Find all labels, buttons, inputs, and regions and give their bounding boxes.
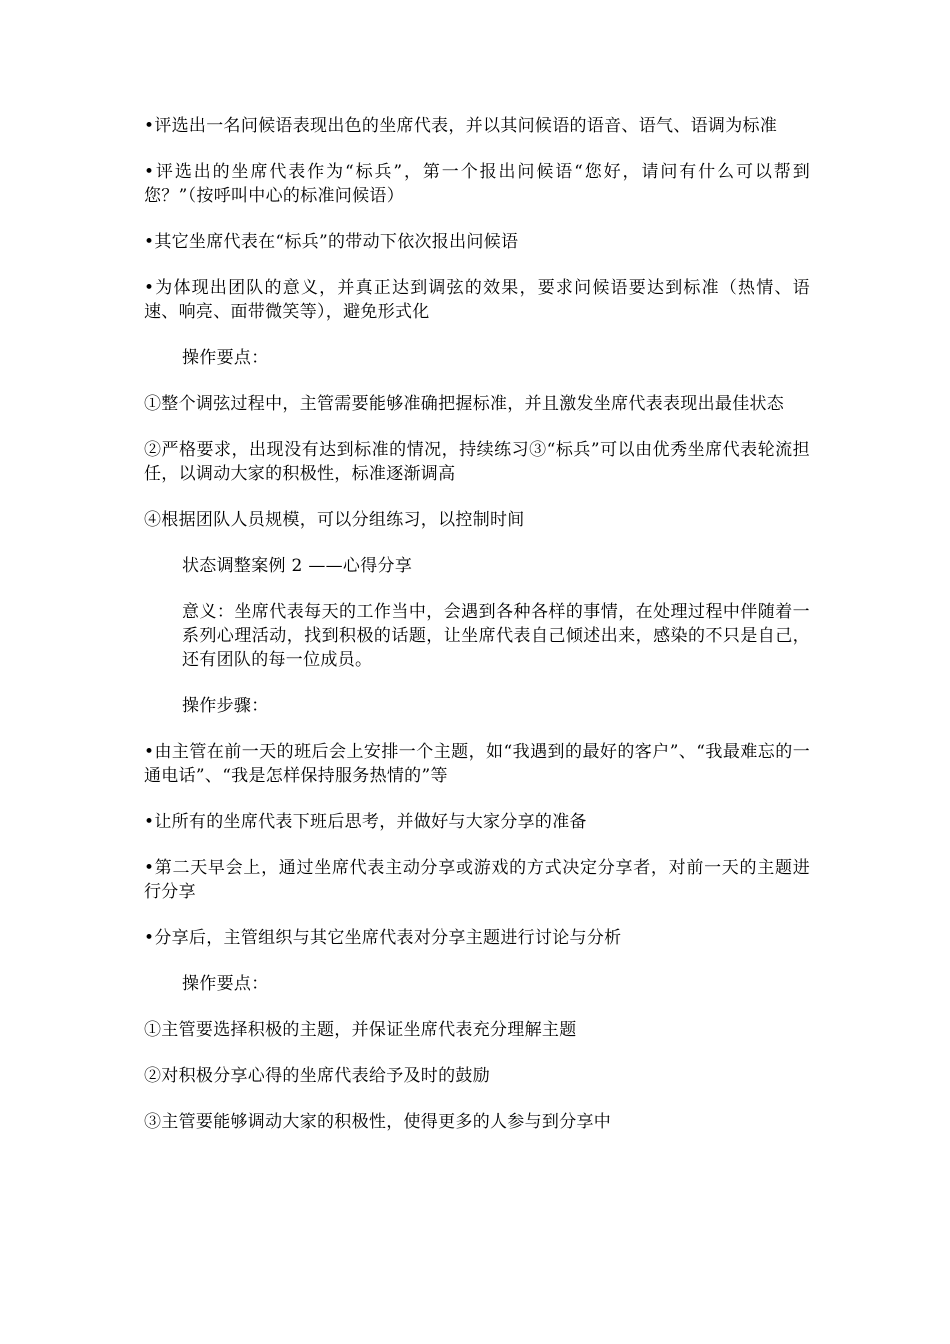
bullet-team-standard: •为体现出团队的意义，并真正达到调弦的效果，要求问候语要达到标准（热情、语速、响亮、面带微笑等），避免形式化 bbox=[144, 278, 810, 322]
bullet-morning-share: •第二天早会上，通过坐席代表主动分享或游戏的方式决定分享者，对前一天的主题进行分享 bbox=[144, 858, 810, 902]
bullet-arrange-topic: •由主管在前一天的班后会上安排一个主题，如“我遇到的最好的客户”、“我最难忘的一通电话”、“我是怎样保持服务热情的”等 bbox=[144, 742, 810, 786]
bullet-model-greeting: •评选出的坐席代表作为“标兵”，第一个报出问候语“您好，请问有什么可以帮到您？”（按呼叫中心的标准问候语） bbox=[144, 162, 810, 206]
bullet-others-follow: •其它坐席代表在“标兵”的带动下依次报出问候语 bbox=[144, 232, 519, 252]
point-1: ①整个调弦过程中，主管需要能够准确把握标准，并且激发坐席代表表现出最佳状态 bbox=[144, 394, 785, 414]
bullet-prepare-share: •让所有的坐席代表下班后思考，并做好与大家分享的准备 bbox=[144, 812, 587, 832]
share-point-2: ②对积极分享心得的坐席代表给予及时的鼓励 bbox=[144, 1066, 490, 1086]
point-2-3: ②严格要求，出现没有达到标准的情况，持续练习③“标兵”可以由优秀坐席代表轮流担任，以调动大家的积极性，标准逐渐调高 bbox=[144, 440, 810, 484]
share-point-3: ③主管要能够调动大家的积极性，使得更多的人参与到分享中 bbox=[144, 1112, 612, 1132]
bullet-select-rep: •评选出一名问候语表现出色的坐席代表，并以其问候语的语音、语气、语调为标准 bbox=[144, 116, 778, 136]
bullet-discuss: •分享后，主管组织与其它坐席代表对分享主题进行讨论与分析 bbox=[144, 928, 622, 948]
share-point-1: ①主管要选择积极的主题，并保证坐席代表充分理解主题 bbox=[144, 1020, 577, 1040]
document-page bbox=[144, 114, 810, 1156]
section-heading-key-points: 操作要点： bbox=[182, 348, 269, 368]
section-heading-steps: 操作步骤： bbox=[182, 696, 269, 716]
case-meaning: 意义：坐席代表每天的工作当中，会遇到各种各样的事情，在处理过程中伴随着一系列心理活动，找到积极的话题，让坐席代表自己倾述出来，感染的不只是自己，还有团队的每一位成员。 bbox=[182, 602, 810, 670]
point-4: ④根据团队人员规模，可以分组练习，以控制时间 bbox=[144, 510, 525, 530]
section-heading-key-points-2: 操作要点： bbox=[182, 974, 269, 994]
case-title: 状态调整案例 2 ——心得分享 bbox=[182, 556, 413, 576]
